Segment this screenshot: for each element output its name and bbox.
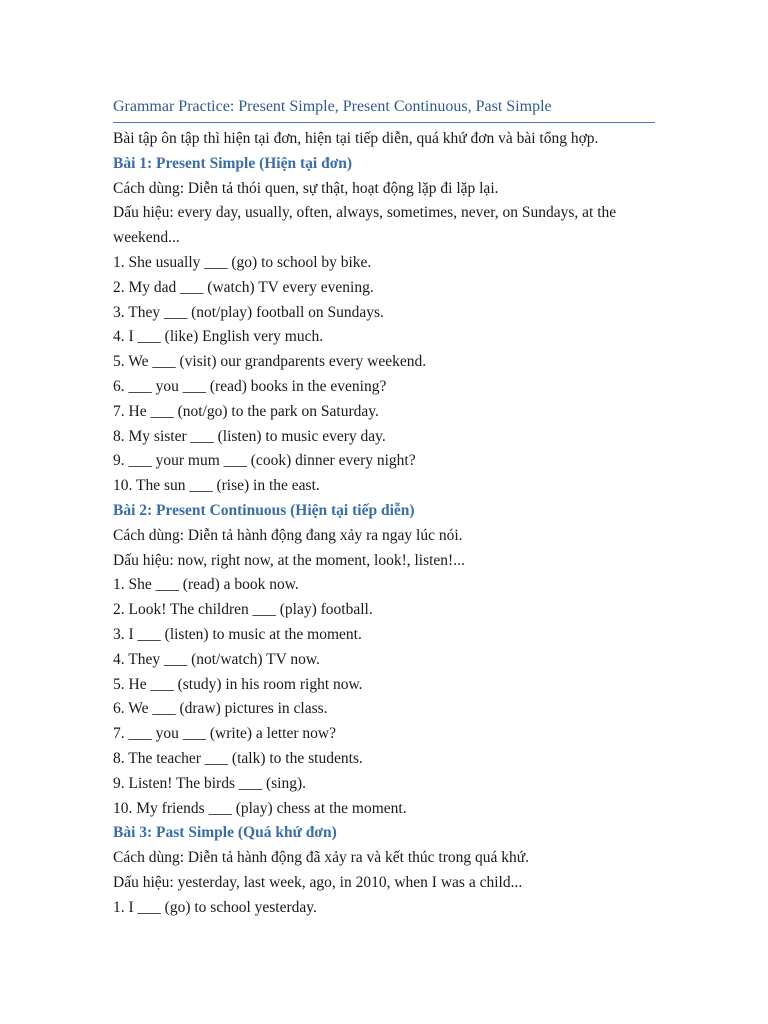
section-past-simple (113, 821, 655, 920)
exercise-item: 5. He ___ (study) in his room right now. (113, 675, 363, 693)
exercise-item: 4. They ___ (not/watch) TV now. (113, 650, 320, 668)
exercise-item: 9. ___ your mum ___ (cook) dinner every night? (113, 452, 416, 470)
section-heading: Bài 1: Present Simple (Hiện tại đơn) (113, 154, 353, 172)
section-heading: Bài 2: Present Continuous (Hiện tại tiếp diễn) (113, 501, 415, 519)
usage-text: Cách dùng: Diễn tả hành động đang xảy ra ngay lúc nói. (113, 526, 463, 544)
usage-text: Cách dùng: Diễn tả thói quen, sự thật, hoạt động lặp đi lặp lại. (113, 179, 499, 197)
signals-text: Dấu hiệu: yesterday, last week, ago, in 2010, when I was a child... (113, 873, 523, 891)
signals-text: Dấu hiệu: now, right now, at the moment, look!, listen!... (113, 551, 465, 569)
section-heading: Bài 3: Past Simple (Quá khứ đơn) (113, 824, 337, 842)
exercise-item: 3. I ___ (listen) to music at the moment. (113, 625, 362, 643)
exercise-item: 10. My friends ___ (play) chess at the moment. (113, 799, 407, 817)
exercise-item: 1. She usually ___ (go) to school by bike. (113, 253, 372, 271)
exercise-item: 6. We ___ (draw) pictures in class. (113, 700, 328, 718)
document-title: Grammar Practice: Present Simple, Present Continuous, Past Simple (113, 96, 655, 123)
exercise-item: 2. Look! The children ___ (play) football. (113, 601, 373, 619)
exercise-item: 7. He ___ (not/go) to the park on Saturday. (113, 402, 379, 420)
exercise-item: 1. She ___ (read) a book now. (113, 576, 299, 594)
exercise-item: 10. The sun ___ (rise) in the east. (113, 477, 320, 495)
exercise-item: 6. ___ you ___ (read) books in the evening? (113, 377, 387, 395)
exercise-item: 4. I ___ (like) English very much. (113, 328, 324, 346)
exercise-item: 9. Listen! The birds ___ (sing). (113, 774, 307, 792)
exercise-item: 2. My dad ___ (watch) TV every evening. (113, 278, 374, 296)
document-page (113, 96, 655, 921)
exercise-item: 8. The teacher ___ (talk) to the students. (113, 749, 363, 767)
exercise-item: 7. ___ you ___ (write) a letter now? (113, 725, 336, 743)
exercise-item: 5. We ___ (visit) our grandparents every weekend. (113, 353, 427, 371)
usage-text: Cách dùng: Diễn tả hành động đã xảy ra và kết thúc trong quá khứ. (113, 849, 530, 867)
intro-text: Bài tập ôn tập thì hiện tại đơn, hiện tại tiếp diễn, quá khứ đơn và bài tổng hợp. (113, 130, 599, 147)
exercise-item: 1. I ___ (go) to school yesterday. (113, 898, 317, 916)
section-present-simple (113, 152, 655, 499)
exercise-item: 8. My sister ___ (listen) to music every day. (113, 427, 386, 445)
section-present-continuous (113, 499, 655, 821)
exercise-item: 3. They ___ (not/play) football on Sundays. (113, 303, 384, 321)
signals-text: Dấu hiệu: every day, usually, often, always, sometimes, never, on Sundays, at the weekend... (113, 204, 617, 247)
